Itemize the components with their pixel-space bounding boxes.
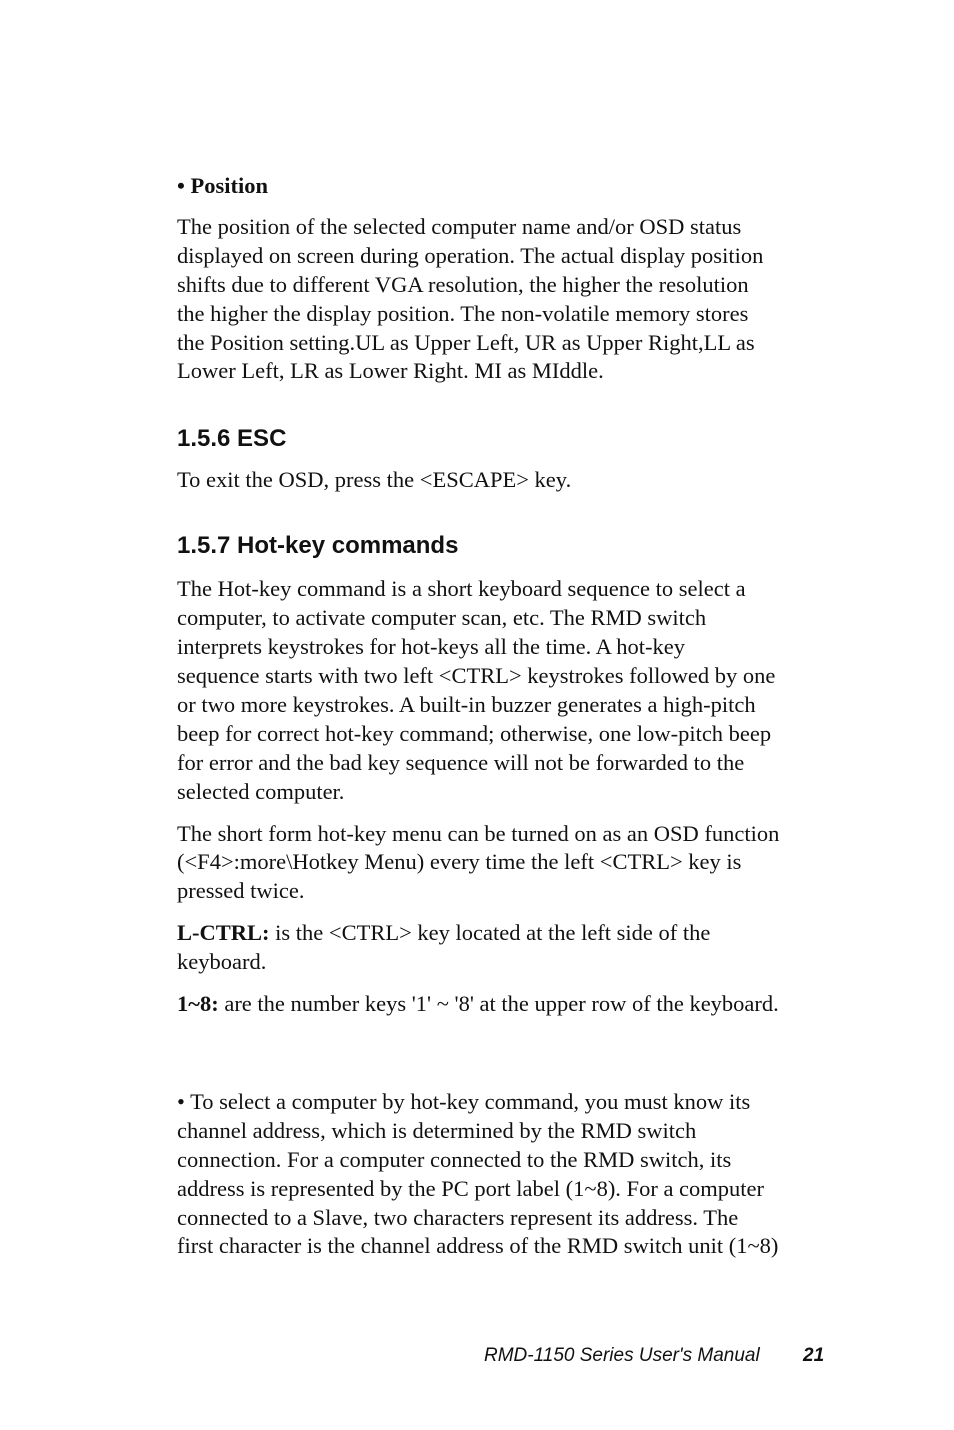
text-line: interprets keystrokes for hot-keys all the time. A hot-key — [177, 634, 686, 660]
select-computer-paragraph — [177, 1088, 829, 1261]
position-heading — [177, 172, 829, 201]
number-keys-text: are the number keys '1' ~ '8' at the upper row of the keyboard. — [218, 991, 779, 1017]
page-content — [177, 172, 829, 1274]
text-line: displayed on screen during operation. The actual display position — [177, 242, 764, 268]
text-line: the Position setting.UL as Upper Left, UR as Upper Right,LL as — [177, 329, 755, 355]
text-line: computer, to activate computer scan, etc. The RMD switch — [177, 605, 707, 631]
text-line: connection. For a computer connected to the RMD switch, its — [177, 1146, 732, 1172]
position-heading-text: Position — [190, 173, 269, 198]
number-keys-term: 1~8: — [177, 991, 219, 1017]
text-line: shifts due to different VGA resolution, the higher the resolution — [177, 271, 749, 297]
text-line: (<F4>:more\Hotkey Menu) every time the left <CTRL> key is — [177, 849, 742, 875]
text-line: The Hot-key command is a short keyboard sequence to select a — [177, 576, 746, 602]
spacer — [177, 1032, 829, 1088]
text-line: for error and the bad key sequence will not be forwarded to the — [177, 749, 745, 775]
lctrl-definition — [177, 919, 829, 977]
text-line: first character is the channel address of the RMD switch unit (1~8) — [177, 1233, 779, 1259]
hotkey-intro-paragraph — [177, 575, 829, 806]
text-line: channel address, which is determined by the RMD switch — [177, 1117, 697, 1143]
text-line: Lower Left, LR as Lower Right. MI as MIddle. — [177, 358, 604, 384]
text-line: or two more keystrokes. A built-in buzzer generates a high-pitch — [177, 691, 756, 717]
lctrl-text: is the <CTRL> key located at the left side of the — [269, 920, 711, 946]
number-keys-definition — [177, 990, 829, 1019]
hotkey-section-heading: 1.5.7 Hot-key commands — [177, 532, 459, 560]
text-line: • To select a computer by hot-key command, you must know its — [177, 1088, 751, 1114]
hotkey-menu-paragraph — [177, 820, 829, 907]
position-paragraph — [177, 213, 829, 386]
text-line: selected computer. — [177, 778, 345, 804]
text-line: pressed twice. — [177, 878, 305, 904]
text-line: the higher the display position. The non-volatile memory stores — [177, 300, 749, 326]
text-line: The position of the selected computer name and/or OSD status — [177, 213, 742, 239]
text-line: beep for correct hot-key command; otherwise, one low-pitch beep — [177, 720, 772, 746]
text-line: The short form hot-key menu can be turned on as an OSD function — [177, 820, 780, 846]
text-line: sequence starts with two left <CTRL> keystrokes followed by one — [177, 662, 776, 688]
manual-title: RMD-1150 Series User's Manual — [484, 1345, 760, 1366]
esc-section-heading: 1.5.6 ESC — [177, 425, 287, 453]
lctrl-text-continued: keyboard. — [177, 949, 267, 975]
text-line: address is represented by the PC port label (1~8). For a computer — [177, 1175, 765, 1201]
bullet-mark: • — [177, 173, 185, 198]
text-line: connected to a Slave, two characters represent its address. The — [177, 1204, 739, 1230]
lctrl-term: L-CTRL: — [177, 920, 270, 946]
esc-paragraph: To exit the OSD, press the <ESCAPE> key. — [177, 467, 572, 493]
page-number: 21 — [803, 1345, 825, 1366]
